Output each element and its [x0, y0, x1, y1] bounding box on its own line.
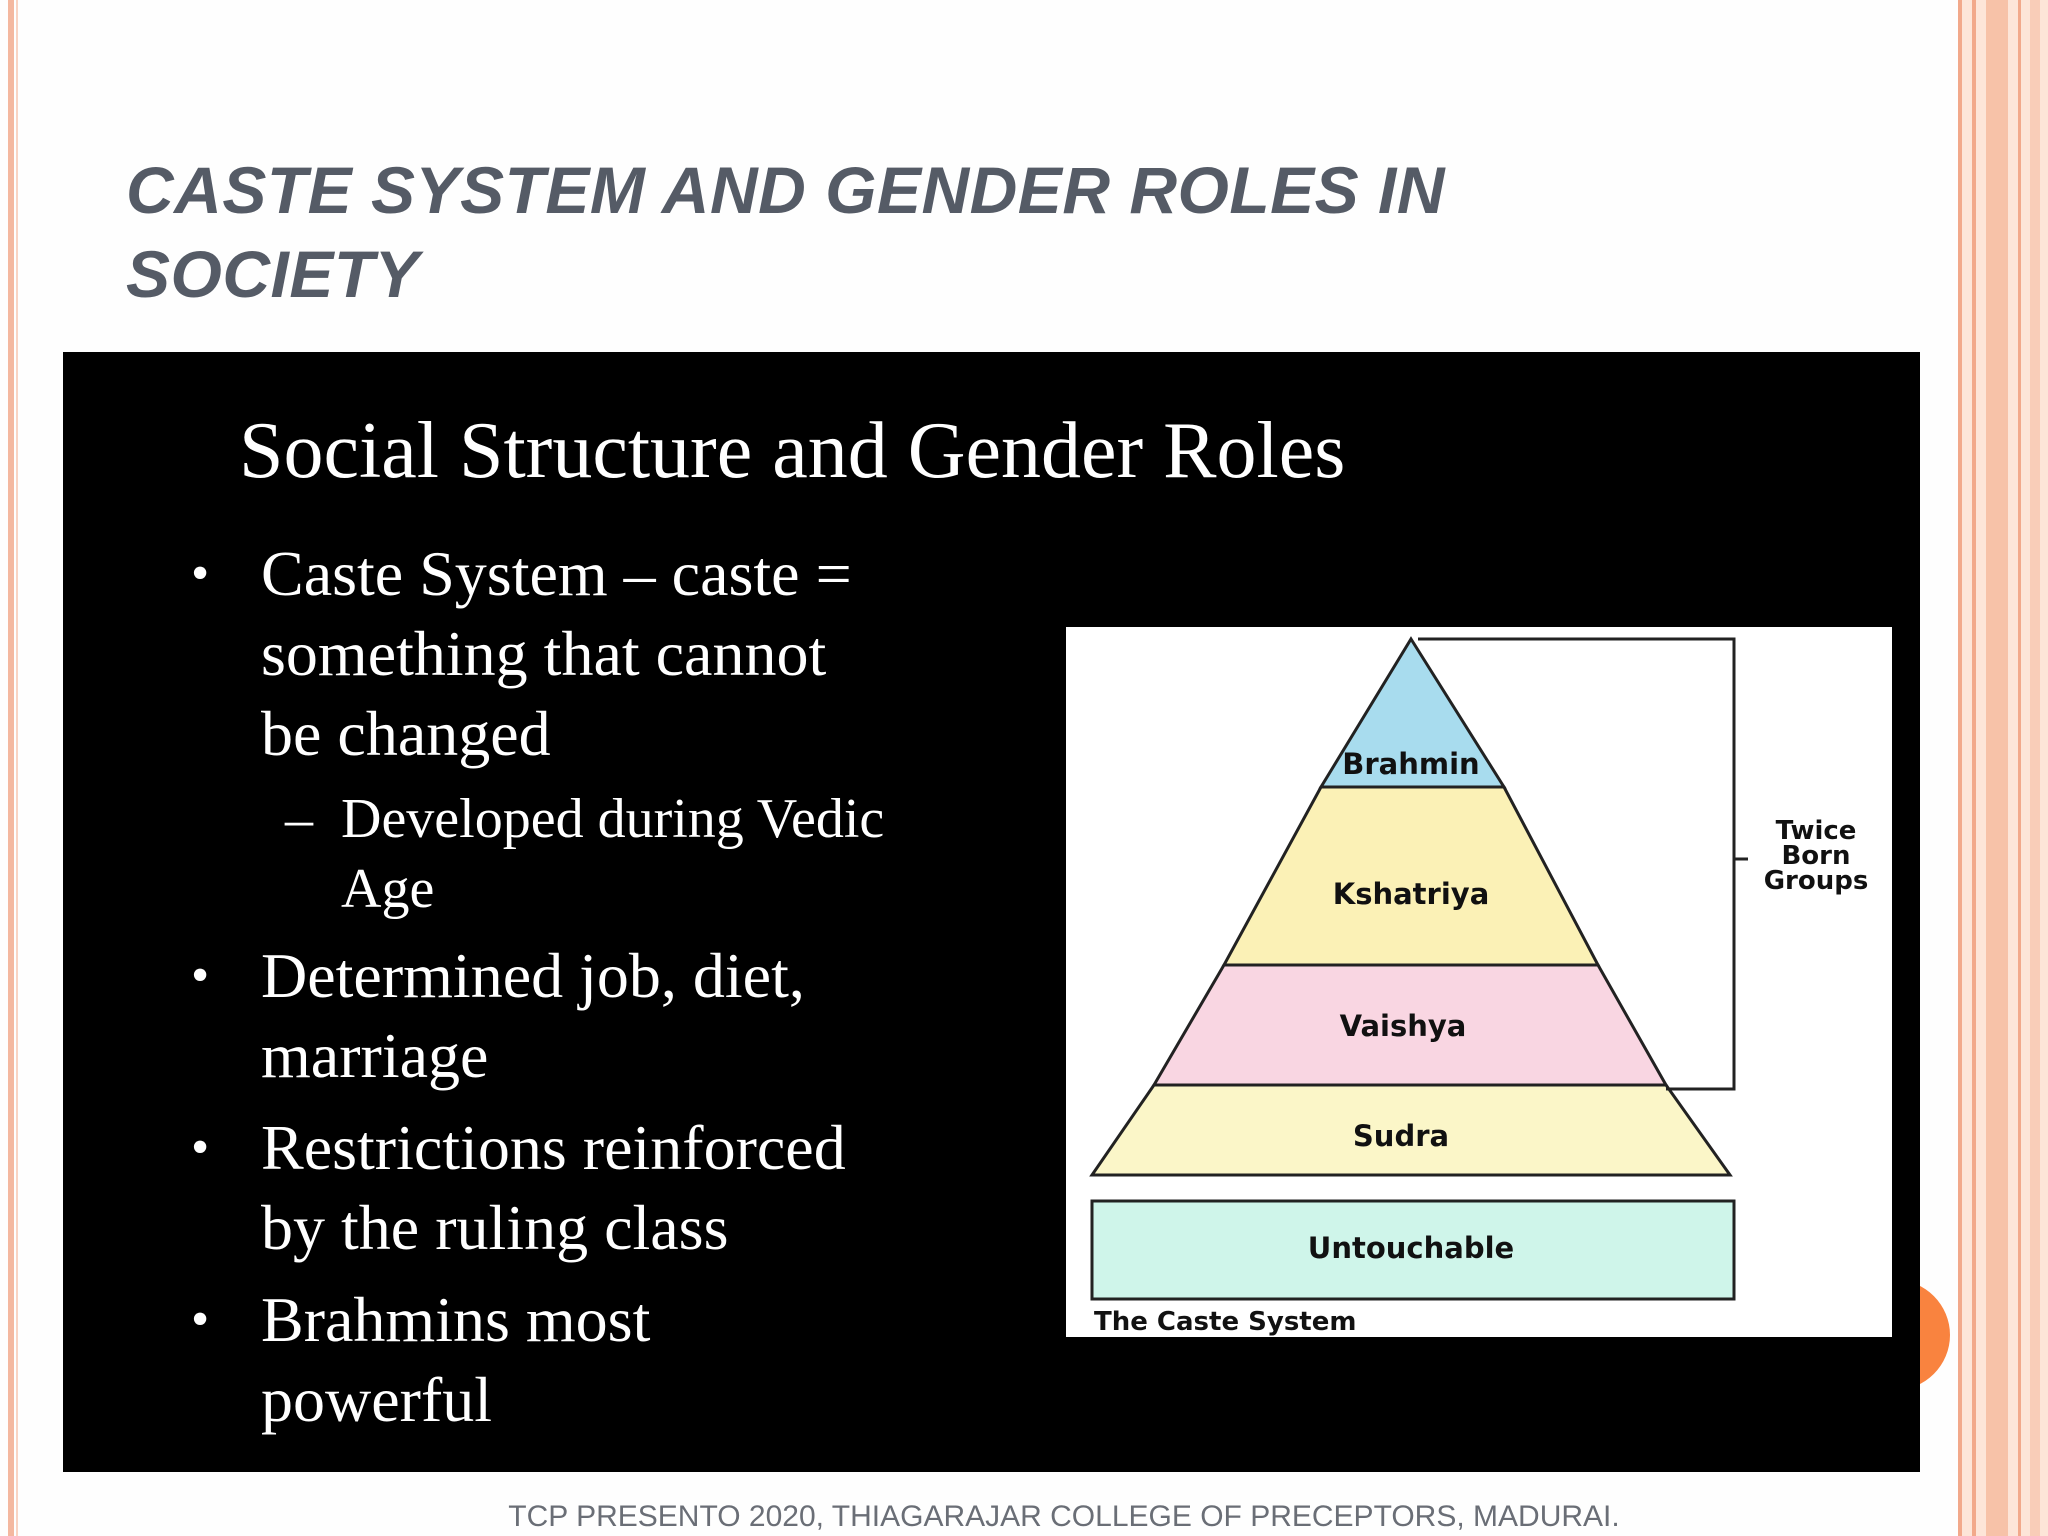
slide-title-line1: CASTE SYSTEM AND GENDER ROLES IN — [126, 153, 1446, 227]
twice-born-label-line: Twice — [1775, 816, 1857, 846]
slide-title — [126, 148, 1826, 316]
bullet-line: Determined job, diet, — [261, 940, 805, 1011]
slide-title-line2: SOCIETY — [126, 237, 420, 311]
bullet-icon: • — [191, 545, 210, 602]
bullet-line: Caste System – caste = — [261, 538, 852, 609]
bullet-line: Restrictions reinforced — [261, 1112, 846, 1183]
bullet-line: powerful — [261, 1364, 493, 1435]
tier-label-untouchable: Untouchable — [1307, 1231, 1515, 1265]
sub-bullet-line: Developed during Vedic — [341, 788, 885, 850]
bullet-icon: • — [191, 1119, 210, 1176]
bullet-item — [129, 936, 1089, 1096]
caste-pyramid-diagram — [1066, 627, 1892, 1337]
left-border-line-inner — [16, 0, 18, 1536]
right-border-stripe — [1986, 0, 2008, 1536]
bullet-line: Brahmins most — [261, 1284, 651, 1355]
twice-born-label-line: Born — [1781, 841, 1851, 871]
right-border-line — [1972, 0, 1976, 1536]
sub-bullet-item — [129, 784, 1089, 924]
bullet-item — [129, 1108, 1089, 1268]
bullet-line: something that cannot — [261, 618, 827, 689]
tier-label-sudra: Sudra — [1352, 1119, 1450, 1153]
dash-icon: – — [285, 788, 313, 850]
bullet-line: by the ruling class — [261, 1192, 729, 1263]
bullet-list — [129, 534, 1089, 1440]
bullet-line: be changed — [261, 698, 551, 769]
sub-bullet-line: Age — [341, 858, 435, 920]
panel-heading: Social Structure and Gender Roles — [239, 407, 1346, 495]
slide-footer: TCP PRESENTO 2020, THIAGARAJAR COLLEGE OF PRECEPTORS, MADURAI. — [508, 1500, 1620, 1533]
bullet-icon: • — [191, 947, 210, 1004]
twice-born-label-line: Groups — [1763, 866, 1869, 896]
tier-label-kshatriya: Kshatriya — [1332, 877, 1490, 911]
bullet-icon: • — [191, 1291, 210, 1348]
right-border-line — [2018, 0, 2021, 1536]
right-border-stripe — [2030, 0, 2040, 1536]
tier-kshatriya-shape — [1224, 787, 1598, 965]
twice-born-label — [1746, 816, 1886, 896]
diagram-caption: The Caste System — [1094, 1307, 1357, 1337]
embedded-slide-image — [63, 352, 1920, 1472]
bullet-line: marriage — [261, 1020, 489, 1091]
bullet-item — [129, 534, 1089, 774]
left-border-line — [8, 0, 14, 1536]
bullet-item — [129, 1280, 1089, 1440]
tier-label-vaishya: Vaishya — [1339, 1009, 1467, 1043]
tier-label-brahmin: Brahmin — [1342, 747, 1480, 781]
right-border-line — [1958, 0, 1962, 1536]
